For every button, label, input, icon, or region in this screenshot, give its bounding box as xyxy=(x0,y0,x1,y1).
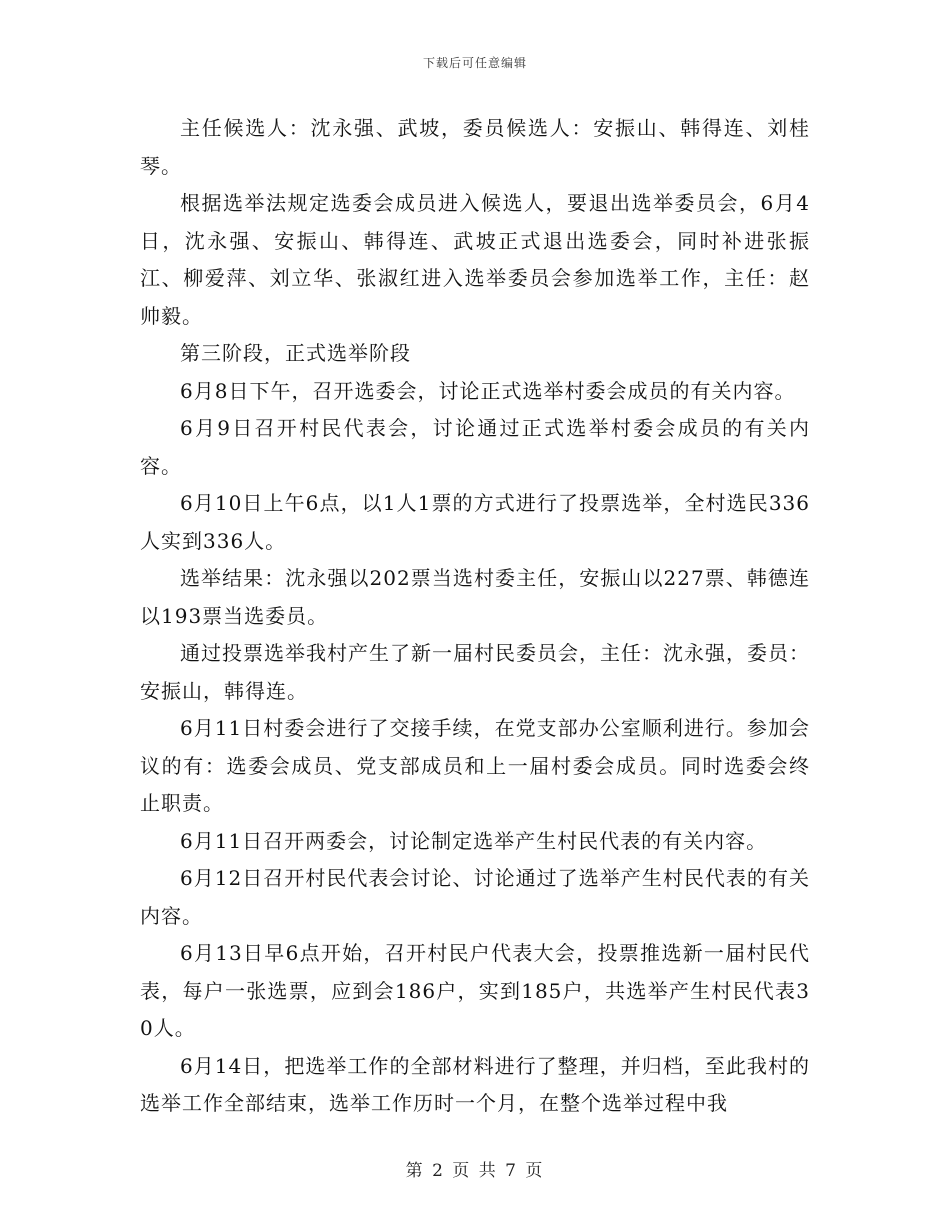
paragraph: 6月13日早6点开始，召开村民户代表大会，投票推选新一届村民代表，每户一张选票，应到会186户，实到185户，共选举产生村民代表30人。 xyxy=(140,941,810,1040)
document-body xyxy=(140,110,810,1123)
page-number-footer: 第 2 页 共 7 页 xyxy=(405,1161,545,1181)
page-header: 下载后可任意编辑 xyxy=(422,56,527,70)
paragraph: 6月12日召开村民代表会讨论、讨论通过了选举产生村民代表的有关内容。 xyxy=(140,866,810,928)
section-heading: 第三阶段，正式选举阶段 xyxy=(180,341,411,365)
paragraph: 主任候选人：沈永强、武坡，委员候选人：安振山、韩得连、刘桂琴。 xyxy=(140,116,810,178)
paragraph: 6月10日上午6点，以1人1票的方式进行了投票选举，全村选民336人实到336人。 xyxy=(140,491,810,553)
paragraph: 6月9日召开村民代表会，讨论通过正式选举村委会成员的有关内容。 xyxy=(140,416,810,478)
paragraph: 6月11日村委会进行了交接手续，在党支部办公室顺利进行。参加会议的有：选委会成员、党支部成员和上一届村委会成员。同时选委会终止职责。 xyxy=(140,716,810,815)
paragraph: 6月8日下午，召开选委会，讨论正式选举村委会成员的有关内容。 xyxy=(180,378,796,403)
paragraph: 6月14日，把选举工作的全部材料进行了整理，并归档，至此我村的选举工作全部结束，选举工作历时一个月，在整个选举过程中我 xyxy=(140,1053,810,1115)
paragraph: 通过投票选举我村产生了新一届村民委员会，主任：沈永强，委员：安振山，韩得连。 xyxy=(140,641,810,703)
paragraph: 6月11日召开两委会，讨论制定选举产生村民代表的有关内容。 xyxy=(180,828,768,853)
paragraph: 选举结果：沈永强以202票当选村委主任，安振山以227票、韩德连以193票当选委员。 xyxy=(140,566,810,628)
paragraph: 根据选举法规定选委会成员进入候选人，要退出选举委员会，6月4日，沈永强、安振山、韩得连、武坡正式退出选委会，同时补进张振江、柳爱萍、刘立华、张淑红进入选举委员会参加选举工作，主任：赵帅毅。 xyxy=(140,191,810,328)
